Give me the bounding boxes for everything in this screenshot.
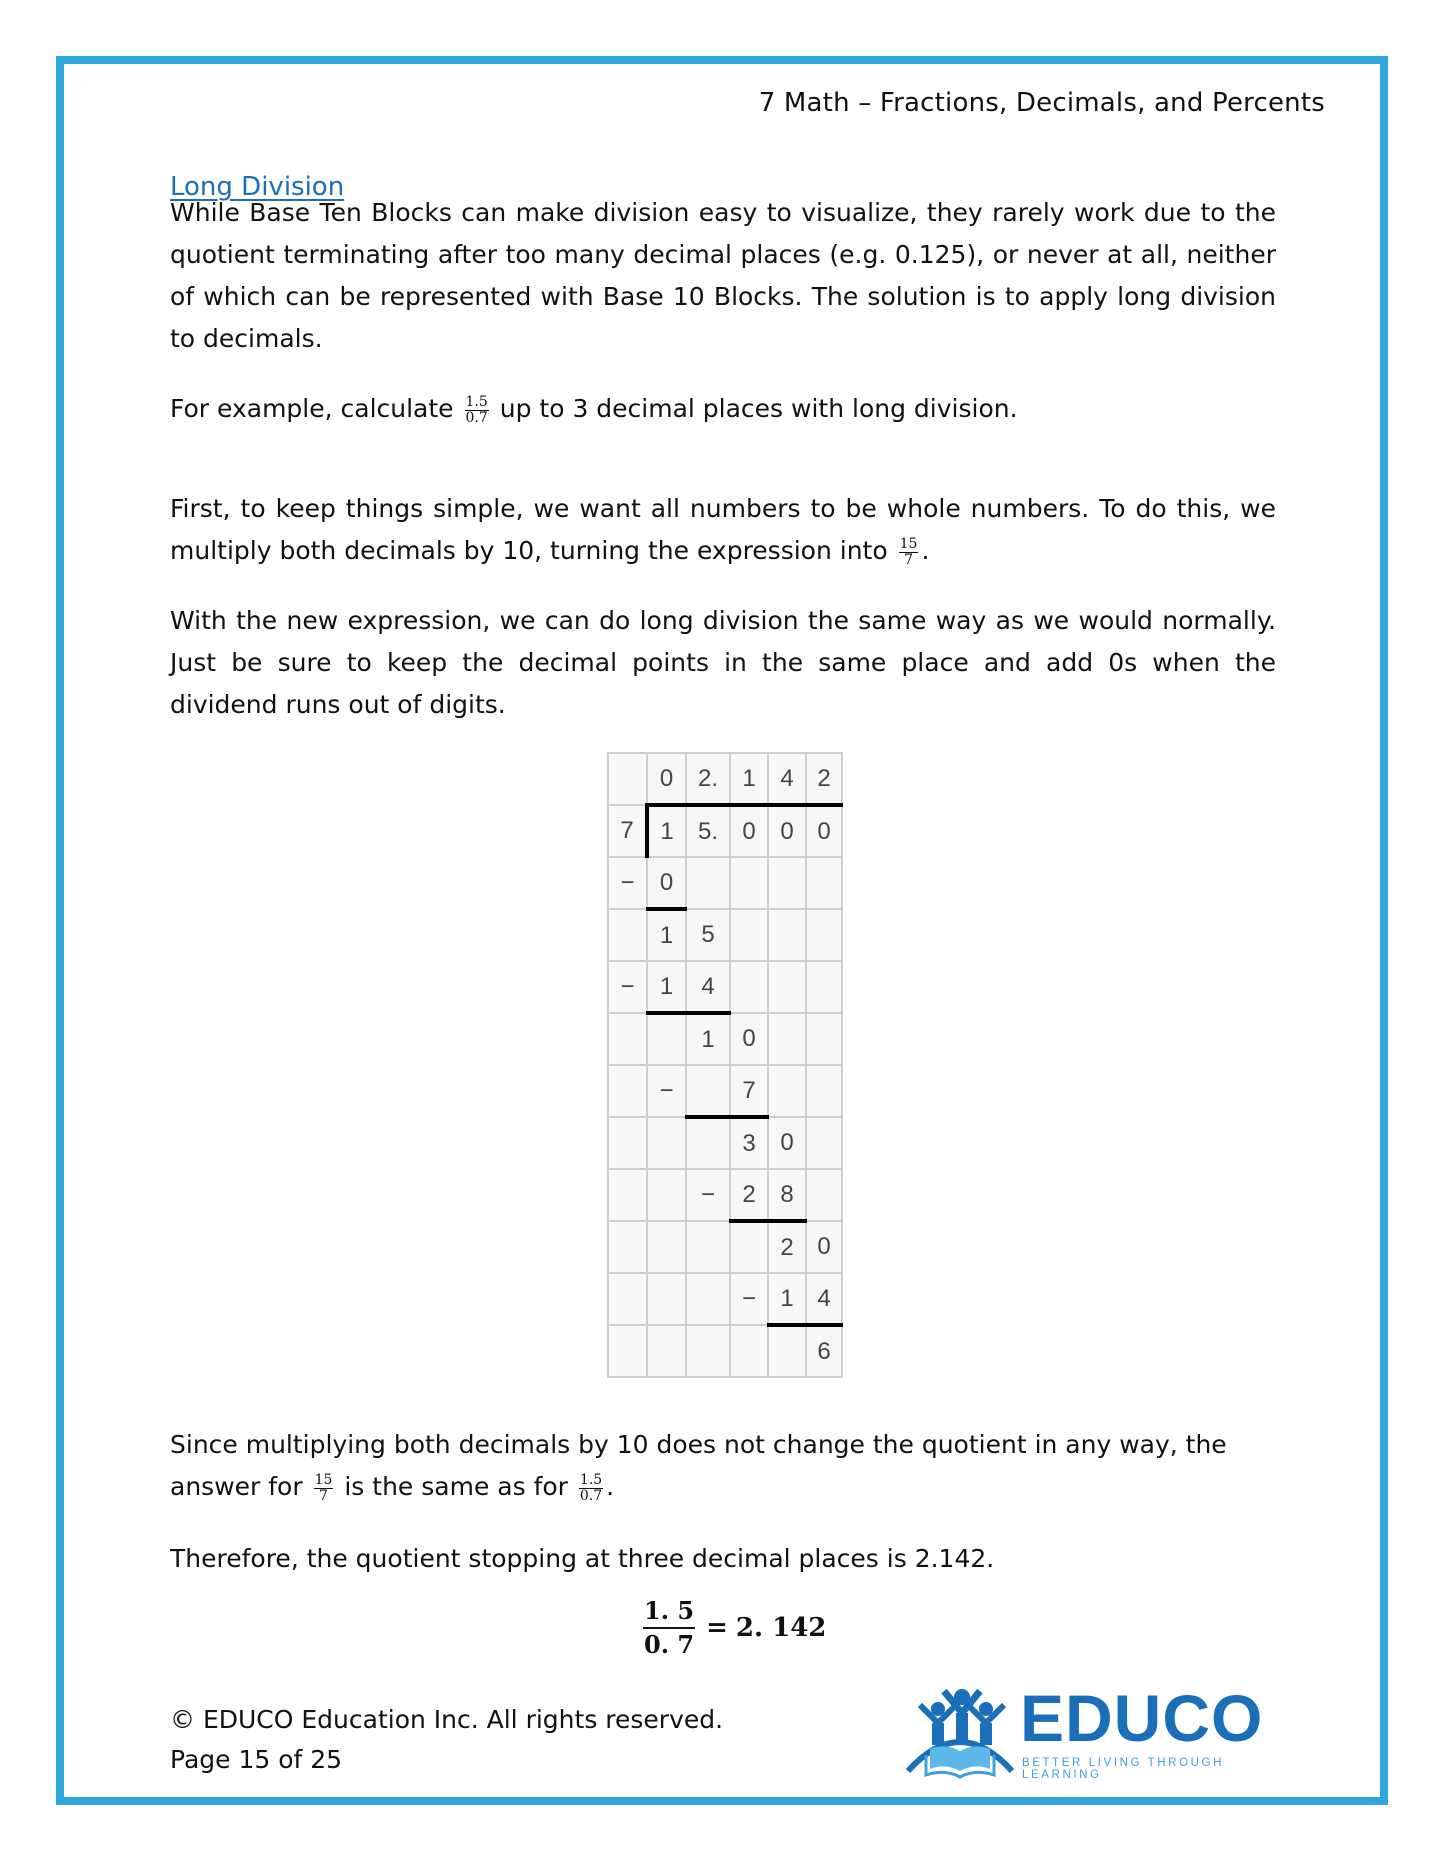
result-denominator: 0. 7 (644, 1630, 695, 1659)
division-row (608, 1117, 842, 1169)
division-cell (647, 1221, 686, 1273)
division-cell: 0 (806, 805, 842, 857)
division-cell (686, 1117, 730, 1169)
division-cell (806, 909, 842, 961)
fraction-original (465, 395, 489, 426)
division-cell (806, 961, 842, 1013)
division-cell: 2 (768, 1221, 806, 1273)
paragraph-simplify (170, 488, 1276, 572)
division-cell: 1 (686, 1013, 730, 1065)
division-row (608, 753, 842, 805)
division-cell (806, 857, 842, 909)
division-cell (768, 1065, 806, 1117)
division-cell: 7 (730, 1065, 768, 1117)
division-cell (608, 753, 647, 805)
division-cell: 1 (647, 961, 686, 1013)
division-row (608, 1065, 842, 1117)
division-cell: 2. (686, 753, 730, 805)
division-cell: 1 (647, 909, 686, 961)
conclusion-text-middle: is the same as for (344, 1472, 568, 1501)
division-cell: 0 (806, 1221, 842, 1273)
section-heading-long-division[interactable]: Long Division (170, 172, 345, 202)
division-cell (608, 1117, 647, 1169)
division-cell (768, 961, 806, 1013)
logo-tagline: BETTER LIVING THROUGH LEARNING (1022, 1757, 1224, 1781)
division-cell (608, 1169, 647, 1221)
division-row (608, 909, 842, 961)
division-cell (730, 1221, 768, 1273)
division-cell (686, 1273, 730, 1325)
division-cell (686, 1325, 730, 1377)
division-row (608, 1169, 842, 1221)
footer (170, 1700, 723, 1780)
division-cell (768, 1013, 806, 1065)
division-cell: 0 (647, 857, 686, 909)
result-numerator: 1. 5 (643, 1595, 695, 1629)
division-cell: 2 (806, 753, 842, 805)
copyright-text: © EDUCO Education Inc. All rights reserved. (170, 1705, 724, 1734)
division-cell: 5 (686, 909, 730, 961)
paragraph-therefore: Therefore, the quotient stopping at three decimal places is 2.142. (170, 1544, 995, 1573)
period: . (606, 1472, 615, 1501)
division-row (608, 1221, 842, 1273)
division-cell: 1 (647, 805, 686, 857)
division-cell (730, 857, 768, 909)
division-cell: − (608, 961, 647, 1013)
division-cell (806, 1065, 842, 1117)
division-cell: − (608, 857, 647, 909)
division-cell (647, 1325, 686, 1377)
division-cell (608, 1273, 647, 1325)
division-cell (608, 1065, 647, 1117)
simplify-text: First, to keep things simple, we want all numbers to be whole numbers. To do this, we multiply both decimals by 10, turning the expression into (170, 494, 1276, 565)
result-fraction (643, 1595, 695, 1661)
division-cell (768, 857, 806, 909)
fraction-denominator: 7 (319, 1487, 328, 1504)
fraction-numerator: 15 (899, 535, 918, 552)
result-value: 2. 142 (735, 1613, 827, 1643)
division-cell: 1 (768, 1273, 806, 1325)
result-equation (640, 1595, 826, 1661)
division-cell (647, 1117, 686, 1169)
division-row (608, 1013, 842, 1065)
division-cell (647, 1013, 686, 1065)
division-cell: 4 (806, 1273, 842, 1325)
division-cell: 3 (730, 1117, 768, 1169)
fraction-denominator: 0.7 (579, 1487, 603, 1504)
division-cell: 2 (730, 1169, 768, 1221)
division-cell: 6 (806, 1325, 842, 1377)
division-cell (730, 961, 768, 1013)
fraction-denominator: 0.7 (465, 409, 488, 426)
division-cell: 4 (768, 753, 806, 805)
document-header-title: 7 Math – Fractions, Decimals, and Percents (758, 88, 1325, 118)
fraction-numerator: 1.5 (465, 393, 488, 410)
division-row (608, 1273, 842, 1325)
period: . (921, 536, 930, 565)
division-cell (730, 1325, 768, 1377)
division-cell (806, 1117, 842, 1169)
division-cell: 0 (730, 1013, 768, 1065)
fraction-denominator: 7 (904, 551, 913, 568)
division-cell: 0 (768, 1117, 806, 1169)
division-cell: 0 (647, 753, 686, 805)
division-cell: 4 (686, 961, 730, 1013)
paragraph-method: With the new expression, we can do long division the same way as we would normally. Just be sure to keep the decimal points in the same place and add 0s when the dividend runs out of digits. (170, 606, 1276, 719)
division-cell (768, 1325, 806, 1377)
educo-logo (900, 1681, 1264, 1783)
division-cell (768, 909, 806, 961)
division-cell: − (686, 1169, 730, 1221)
division-cell: 1 (730, 753, 768, 805)
division-cell (608, 1325, 647, 1377)
paragraph-conclusion (170, 1424, 1276, 1508)
division-row (608, 805, 842, 857)
division-cell (608, 1221, 647, 1273)
division-row (608, 857, 842, 909)
long-division-grid (607, 752, 843, 1378)
page-number: Page 15 of 25 (170, 1745, 343, 1774)
division-cell (608, 1013, 647, 1065)
paragraph-intro: While Base Ten Blocks can make division easy to visualize, they rarely work due to the quotient terminating after too many decimal places (e.g. 0.125), or never at all, neither of which can be represented with Base 10 Blocks. The solution is to apply long division to decimals. (170, 198, 1276, 353)
division-cell: 7 (608, 805, 647, 857)
paragraph-example (170, 388, 1276, 430)
division-cell: 0 (730, 805, 768, 857)
logo-wordmark: EDUCO (1020, 1681, 1264, 1755)
division-cell (647, 1169, 686, 1221)
conclusion-line-1: Since multiplying both decimals by 10 does not change the quotient in any way, the (170, 1430, 1227, 1459)
division-cell: 5. (686, 805, 730, 857)
equals-sign: = (706, 1613, 728, 1643)
fraction-scaled (899, 537, 919, 568)
division-cell (806, 1013, 842, 1065)
division-row (608, 961, 842, 1013)
division-cell (686, 857, 730, 909)
example-text-after: up to 3 decimal places with long division. (499, 394, 1018, 423)
division-cell: 8 (768, 1169, 806, 1221)
example-text-before: For example, calculate (170, 394, 454, 423)
fraction-numerator: 1.5 (579, 1471, 603, 1488)
division-cell: − (647, 1065, 686, 1117)
fraction-scaled (314, 1473, 334, 1504)
fraction-original (579, 1473, 603, 1504)
division-cell (647, 1273, 686, 1325)
division-cell (806, 1169, 842, 1221)
division-cell (608, 909, 647, 961)
division-row (608, 1325, 842, 1377)
division-cell (730, 909, 768, 961)
division-cell (686, 1065, 730, 1117)
fraction-numerator: 15 (314, 1471, 333, 1488)
division-cell: 0 (768, 805, 806, 857)
division-cell: − (730, 1273, 768, 1325)
people-book-icon (900, 1683, 1020, 1783)
conclusion-text-before: answer for (170, 1472, 303, 1501)
division-cell (686, 1221, 730, 1273)
